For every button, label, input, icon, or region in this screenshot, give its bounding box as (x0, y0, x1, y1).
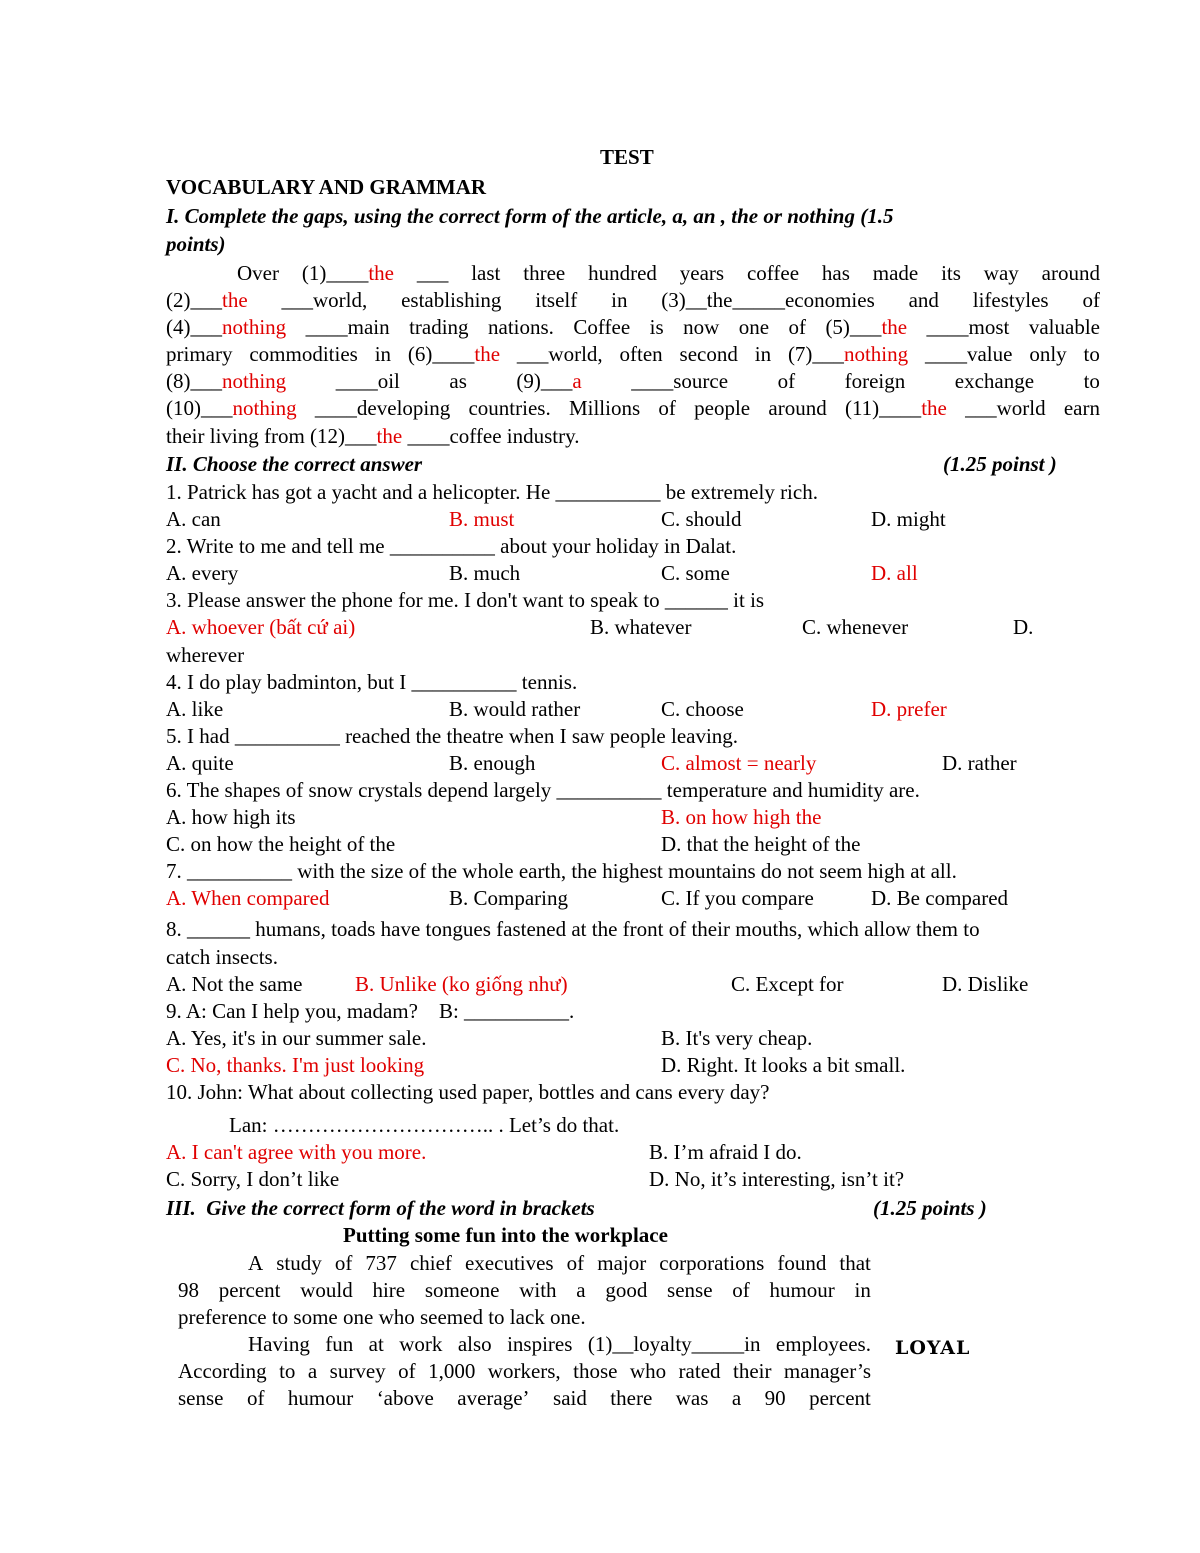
passage-text: (10)___ (166, 396, 233, 420)
passage-word (166, 424, 407, 448)
passage-word (845, 368, 906, 394)
passage-text: in (374, 342, 392, 366)
q8-option-b: B. Unlike (ko giống như) (355, 972, 568, 996)
passage-word (680, 260, 724, 286)
passage-text: to (1083, 342, 1100, 366)
q3-option-b: B. whatever (590, 615, 692, 639)
passage-word (927, 314, 1010, 340)
passage-text: ____developing (314, 396, 451, 420)
passage-word: was (675, 1386, 709, 1410)
passage-text: has (821, 261, 850, 285)
passage-word (407, 424, 584, 448)
passage-line (166, 423, 585, 449)
question-5-stem: 5. I had __________ reached the theatre when I saw people leaving. (166, 724, 739, 748)
q3-option-d: D. (1013, 615, 1034, 639)
passage-text: often (619, 342, 663, 366)
answer-text: nothing (222, 315, 287, 339)
passage-text: (6)____ (407, 342, 475, 366)
passage-word: a (731, 1386, 742, 1410)
question-3-stem: 3. Please answer the phone for me. I don't want to speak to ______ it is (166, 588, 765, 612)
passage-text: in (754, 342, 772, 366)
q7-option-c: C. If you compare (661, 886, 814, 910)
passage-word (747, 260, 799, 286)
q1-option-c: C. should (661, 507, 742, 531)
passage-word (788, 314, 806, 340)
passage-word (788, 341, 908, 367)
passage-word: major (597, 1251, 647, 1275)
passage-text: as (449, 369, 467, 393)
passage-word: hire (372, 1278, 406, 1302)
passage-text: three (523, 261, 566, 285)
q7-option-d: D. Be compared (871, 886, 1009, 910)
passage-word (516, 368, 581, 394)
passage-text: is (649, 315, 664, 339)
passage-line (248, 1331, 871, 1357)
passage-word: sense (178, 1386, 224, 1410)
passage-word: corporations (659, 1251, 765, 1275)
passage-word (925, 341, 1012, 367)
passage-text: Over (237, 261, 279, 285)
passage-word (768, 395, 826, 421)
answer-text: the (222, 288, 248, 312)
passage-text: primary (166, 342, 233, 366)
passage-text: ____value (924, 342, 1013, 366)
passage-text: of (1082, 288, 1100, 312)
passage-text: around (1041, 261, 1100, 285)
answer-text: the (368, 261, 394, 285)
answer-text: the (376, 424, 403, 448)
passage-text: and (908, 288, 939, 312)
passage-word (984, 260, 1019, 286)
passage-word: a (307, 1359, 318, 1383)
passage-text: valuable (1028, 315, 1100, 339)
passage-word (517, 341, 603, 367)
passage-word: 737 (365, 1251, 397, 1275)
q3-option-c: C. whenever (802, 615, 909, 639)
passage-word: According (178, 1359, 267, 1383)
passage-line (248, 1250, 871, 1276)
question-8-stem: 8. ______ humans, toads have tongues fastened at the front of their mouths, which allow them to (166, 917, 980, 941)
passage-title: Putting some fun into the workplace (343, 1223, 668, 1247)
passage-text: (11)____ (844, 396, 922, 420)
passage-word (523, 260, 565, 286)
answer-text: the (881, 315, 908, 339)
passage-word: fun (325, 1332, 354, 1356)
passage-word: of (398, 1359, 416, 1383)
passage-word (909, 287, 939, 313)
passage-text: way (983, 261, 1019, 285)
passage-text: exchange (954, 369, 1035, 393)
answer-text: nothing (843, 342, 909, 366)
passage-word (488, 314, 554, 340)
passage-line (178, 1304, 586, 1330)
q10-option-a: A. I can't agree with you more. (166, 1140, 427, 1164)
passage-word (631, 368, 728, 394)
q4-option-c: C. choose (661, 697, 744, 721)
passage-text: (2)___ (166, 288, 222, 312)
passage-word: someone (424, 1278, 500, 1302)
passage-word: 1,000 (428, 1359, 476, 1383)
passage-word: a (576, 1278, 586, 1302)
word-in-brackets: LOYAL (895, 1337, 971, 1359)
part3-points: (1.25 points ) (873, 1196, 987, 1220)
answer-text: a (572, 369, 582, 393)
question-8-stem-cont: catch insects. (166, 945, 278, 969)
q8-option-a: A. Not the same (166, 972, 303, 996)
passage-word (375, 341, 391, 367)
passage-word (315, 395, 450, 421)
q5-option-d: D. rather (942, 751, 1017, 775)
passage-word (965, 395, 1046, 421)
passage-word (1082, 287, 1100, 313)
passage-line (178, 1358, 871, 1384)
passage-word (569, 395, 640, 421)
passage-text: itself (535, 288, 578, 312)
passage-word: A (248, 1251, 264, 1275)
q9-option-c: C. No, thanks. I'm just looking (166, 1053, 425, 1077)
passage-word: executives (464, 1251, 554, 1275)
passage-word (588, 260, 657, 286)
passage-text: (4)___ (166, 315, 222, 339)
passage-text: to (1083, 369, 1100, 393)
passage-word: work (399, 1332, 443, 1356)
passage-word: those (573, 1359, 618, 1383)
passage-word (873, 260, 918, 286)
q2-option-a: A. every (166, 561, 239, 585)
passage-word (336, 368, 400, 394)
passage-text: only (1029, 342, 1067, 366)
passage-word (282, 287, 368, 313)
passage-text: Millions (568, 396, 641, 420)
passage-word: percent (809, 1386, 871, 1410)
passage-text: (1)____ (301, 261, 369, 285)
passage-text: earn (1063, 396, 1100, 420)
passage-text: people (694, 396, 751, 420)
q6-option-a: A. how high its (166, 805, 296, 829)
passage-text: one (738, 315, 770, 339)
part1-heading-cont: points) (166, 232, 226, 256)
passage-word (661, 287, 874, 313)
passage-text: ___world (965, 396, 1046, 420)
passage-word: in (854, 1278, 871, 1302)
question-2-stem: 2. Write to me and tell me __________ about your holiday in Dalat. (166, 534, 737, 558)
passage-text: lifestyles (972, 288, 1049, 312)
q3-option-d-cont: wherever (166, 643, 245, 667)
passage-text: in (611, 288, 628, 312)
passage-line (166, 287, 1100, 313)
passage-word (306, 314, 390, 340)
passage-word: (1)__loyalty_____in (587, 1332, 761, 1356)
passage-text: ____main (305, 315, 390, 339)
q3-option-a: A. whoever (bất cứ ai) (166, 615, 356, 639)
passage-text: Coffee (573, 315, 631, 339)
passage-word: manager’s (783, 1359, 871, 1383)
q6-option-b: B. on how high the (661, 805, 822, 829)
passage-text: around (768, 396, 827, 420)
passage-word: employees. (775, 1332, 871, 1356)
passage-word (449, 368, 467, 394)
passage-text: (9)___ (516, 369, 573, 393)
passage-text: last (471, 261, 501, 285)
q8-option-d: D. Dislike (942, 972, 1029, 996)
passage-text: ____oil (335, 369, 400, 393)
passage-text: ____coffee industry. (407, 424, 580, 448)
passage-word (166, 341, 232, 367)
q9-option-d: D. Right. It looks a bit small. (661, 1053, 906, 1077)
answer-text: the (474, 342, 501, 366)
passage-word (611, 287, 627, 313)
part2-points: (1.25 poinst ) (943, 452, 1057, 476)
passage-word: humour (287, 1386, 354, 1410)
q5-option-b: B. enough (449, 751, 536, 775)
q10-option-c: C. Sorry, I don’t like (166, 1167, 340, 1191)
passage-word (825, 314, 907, 340)
passage-word (845, 395, 947, 421)
q5-option-c: C. almost = nearly (661, 751, 817, 775)
passage-word: inspires (507, 1332, 573, 1356)
passage-word: 90 (764, 1386, 786, 1410)
q5-option-a: A. quite (166, 751, 234, 775)
passage-word: workers, (487, 1359, 561, 1383)
passage-word (468, 395, 550, 421)
passage-word: who (629, 1359, 667, 1383)
passage-word: sense (667, 1278, 713, 1302)
passage-line (166, 368, 1100, 394)
passage-text: of (788, 315, 806, 339)
passage-word (166, 368, 286, 394)
passage-word: their (732, 1359, 772, 1383)
passage-word (1042, 260, 1100, 286)
passage-text: its (941, 261, 961, 285)
question-7-stem: 7. __________ with the size of the whole earth, the highest mountains do not seem high at all. (166, 859, 957, 883)
passage-text: ____most (926, 315, 1010, 339)
passage-word: also (457, 1332, 492, 1356)
passage-word: percent (218, 1278, 281, 1302)
passage-word (1029, 314, 1100, 340)
passage-text: second (679, 342, 738, 366)
answer-text: nothing (222, 369, 287, 393)
passage-word (755, 341, 771, 367)
passage-word: found (777, 1251, 827, 1275)
passage-text: (7)___ (787, 342, 844, 366)
q9-option-a: A. Yes, it's in our summer sale. (166, 1026, 427, 1050)
passage-word (408, 341, 500, 367)
passage-word (573, 314, 630, 340)
passage-text: made (872, 261, 919, 285)
passage-text: ___world, (516, 342, 603, 366)
passage-word: average’ (457, 1386, 530, 1410)
passage-word (683, 314, 719, 340)
passage-word (694, 395, 750, 421)
passage-line (178, 1277, 871, 1303)
passage-text: of (658, 396, 676, 420)
q8-option-c: C. Except for (731, 972, 844, 996)
q4-option-b: B. would rather (449, 697, 581, 721)
passage-word: study (276, 1251, 322, 1275)
passage-word: preference to some one who seemed to lack one. (178, 1305, 586, 1329)
passage-text: ____source (631, 369, 729, 393)
passage-text: hundred (588, 261, 657, 285)
passage-word: that (839, 1251, 871, 1275)
q10-option-d: D. No, it’s interesting, isn’t it? (649, 1167, 905, 1191)
passage-text: coffee (746, 261, 800, 285)
passage-word: Having (248, 1332, 310, 1356)
passage-word: of (732, 1278, 750, 1302)
passage-word (1064, 395, 1100, 421)
passage-text: their living from (12)___ (166, 424, 377, 448)
section-heading: VOCABULARY AND GRAMMAR (166, 175, 487, 199)
q7-option-b: B. Comparing (449, 886, 568, 910)
q4-option-d: D. prefer (871, 697, 947, 721)
passage-line (237, 260, 1100, 286)
passage-text: (3)__the_____economies (661, 288, 875, 312)
passage-line (166, 395, 1100, 421)
q6-option-d: D. that the height of the (661, 832, 861, 856)
passage-word (955, 368, 1034, 394)
passage-word (237, 260, 279, 286)
passage-word: with (519, 1278, 557, 1302)
q1-option-d: D. might (871, 507, 946, 531)
passage-word (680, 341, 738, 367)
passage-text: nations. (488, 315, 554, 339)
passage-text: of (777, 369, 796, 393)
q2-option-b: B. much (449, 561, 521, 585)
passage-word: ‘above (376, 1386, 434, 1410)
passage-word (973, 287, 1049, 313)
part2-heading: II. Choose the correct answer (166, 452, 423, 476)
passage-word (302, 260, 394, 286)
question-6-stem: 6. The shapes of snow crystals depend largely __________ temperature and humidity are. (166, 778, 920, 802)
passage-word (941, 260, 961, 286)
passage-word (778, 368, 796, 394)
passage-word: survey (329, 1359, 386, 1383)
passage-word: chief (409, 1251, 452, 1275)
passage-word (620, 341, 663, 367)
passage-text: foreign (844, 369, 906, 393)
passage-word: to (279, 1359, 296, 1383)
passage-word (1084, 341, 1100, 367)
passage-word: good (605, 1278, 648, 1302)
passage-word (409, 314, 468, 340)
question-10-stem: 10. John: What about collecting used paper, bottles and cans every day? (166, 1080, 770, 1104)
passage-word: rated (678, 1359, 721, 1383)
passage-text: years (679, 261, 725, 285)
passage-text: countries. (468, 396, 551, 420)
passage-word: there (610, 1386, 653, 1410)
passage-text: ___ (416, 261, 449, 285)
question-10-dialogue: Lan: ………………………….. . Let’s do that. (229, 1113, 620, 1137)
q1-option-b: B. must (449, 507, 515, 531)
passage-line (166, 341, 1100, 367)
passage-word (658, 395, 676, 421)
passage-word: of (566, 1251, 585, 1275)
q2-option-c: C. some (661, 561, 730, 585)
passage-word (471, 260, 500, 286)
passage-word (1029, 341, 1066, 367)
answer-text: nothing (232, 396, 297, 420)
question-4-stem: 4. I do play badminton, but I __________ tennis. (166, 670, 578, 694)
passage-line (178, 1385, 871, 1411)
q1-option-a: A. can (166, 507, 221, 531)
passage-text: establishing (401, 288, 502, 312)
passage-word (650, 314, 664, 340)
passage-word: of (246, 1386, 265, 1410)
q6-option-c: C. on how the height of the (166, 832, 396, 856)
passage-line (166, 314, 1100, 340)
passage-text: ___world, (281, 288, 368, 312)
passage-word (249, 341, 358, 367)
passage-text: (5)___ (825, 315, 882, 339)
passage-word: would (300, 1278, 353, 1302)
passage-word (401, 287, 501, 313)
question-9-stem: 9. A: Can I help you, madam? B: __________. (166, 999, 575, 1023)
q2-option-d: D. all (871, 561, 918, 585)
part1-heading: I. Complete the gaps, using the correct form of the article, a, an , the or nothing (1.5 (166, 204, 894, 228)
q9-option-b: B. It's very cheap. (661, 1026, 813, 1050)
q7-option-a: A. When compared (166, 886, 330, 910)
passage-word (535, 287, 577, 313)
passage-word (166, 395, 297, 421)
passage-word: said (553, 1386, 587, 1410)
passage-word (417, 260, 449, 286)
passage-word (822, 260, 850, 286)
passage-word: 98 (178, 1278, 199, 1302)
passage-text: (8)___ (166, 369, 222, 393)
q10-option-b: B. I’m afraid I do. (649, 1140, 802, 1164)
passage-word (166, 314, 286, 340)
passage-word (1084, 368, 1100, 394)
q4-option-a: A. like (166, 697, 224, 721)
passage-text: now (683, 315, 720, 339)
passage-word: at (368, 1332, 384, 1356)
passage-word: humour (769, 1278, 835, 1302)
passage-word (739, 314, 769, 340)
answer-text: the (921, 396, 947, 420)
question-1-stem: 1. Patrick has got a yacht and a helicopter. He __________ be extremely rich. (166, 480, 818, 504)
passage-word: of (334, 1251, 353, 1275)
part3-heading: III. Give the correct form of the word in brackets (166, 1196, 595, 1220)
passage-text: trading (409, 315, 469, 339)
passage-text: commodities (249, 342, 358, 366)
test-title: TEST (600, 145, 654, 169)
passage-word (166, 287, 248, 313)
